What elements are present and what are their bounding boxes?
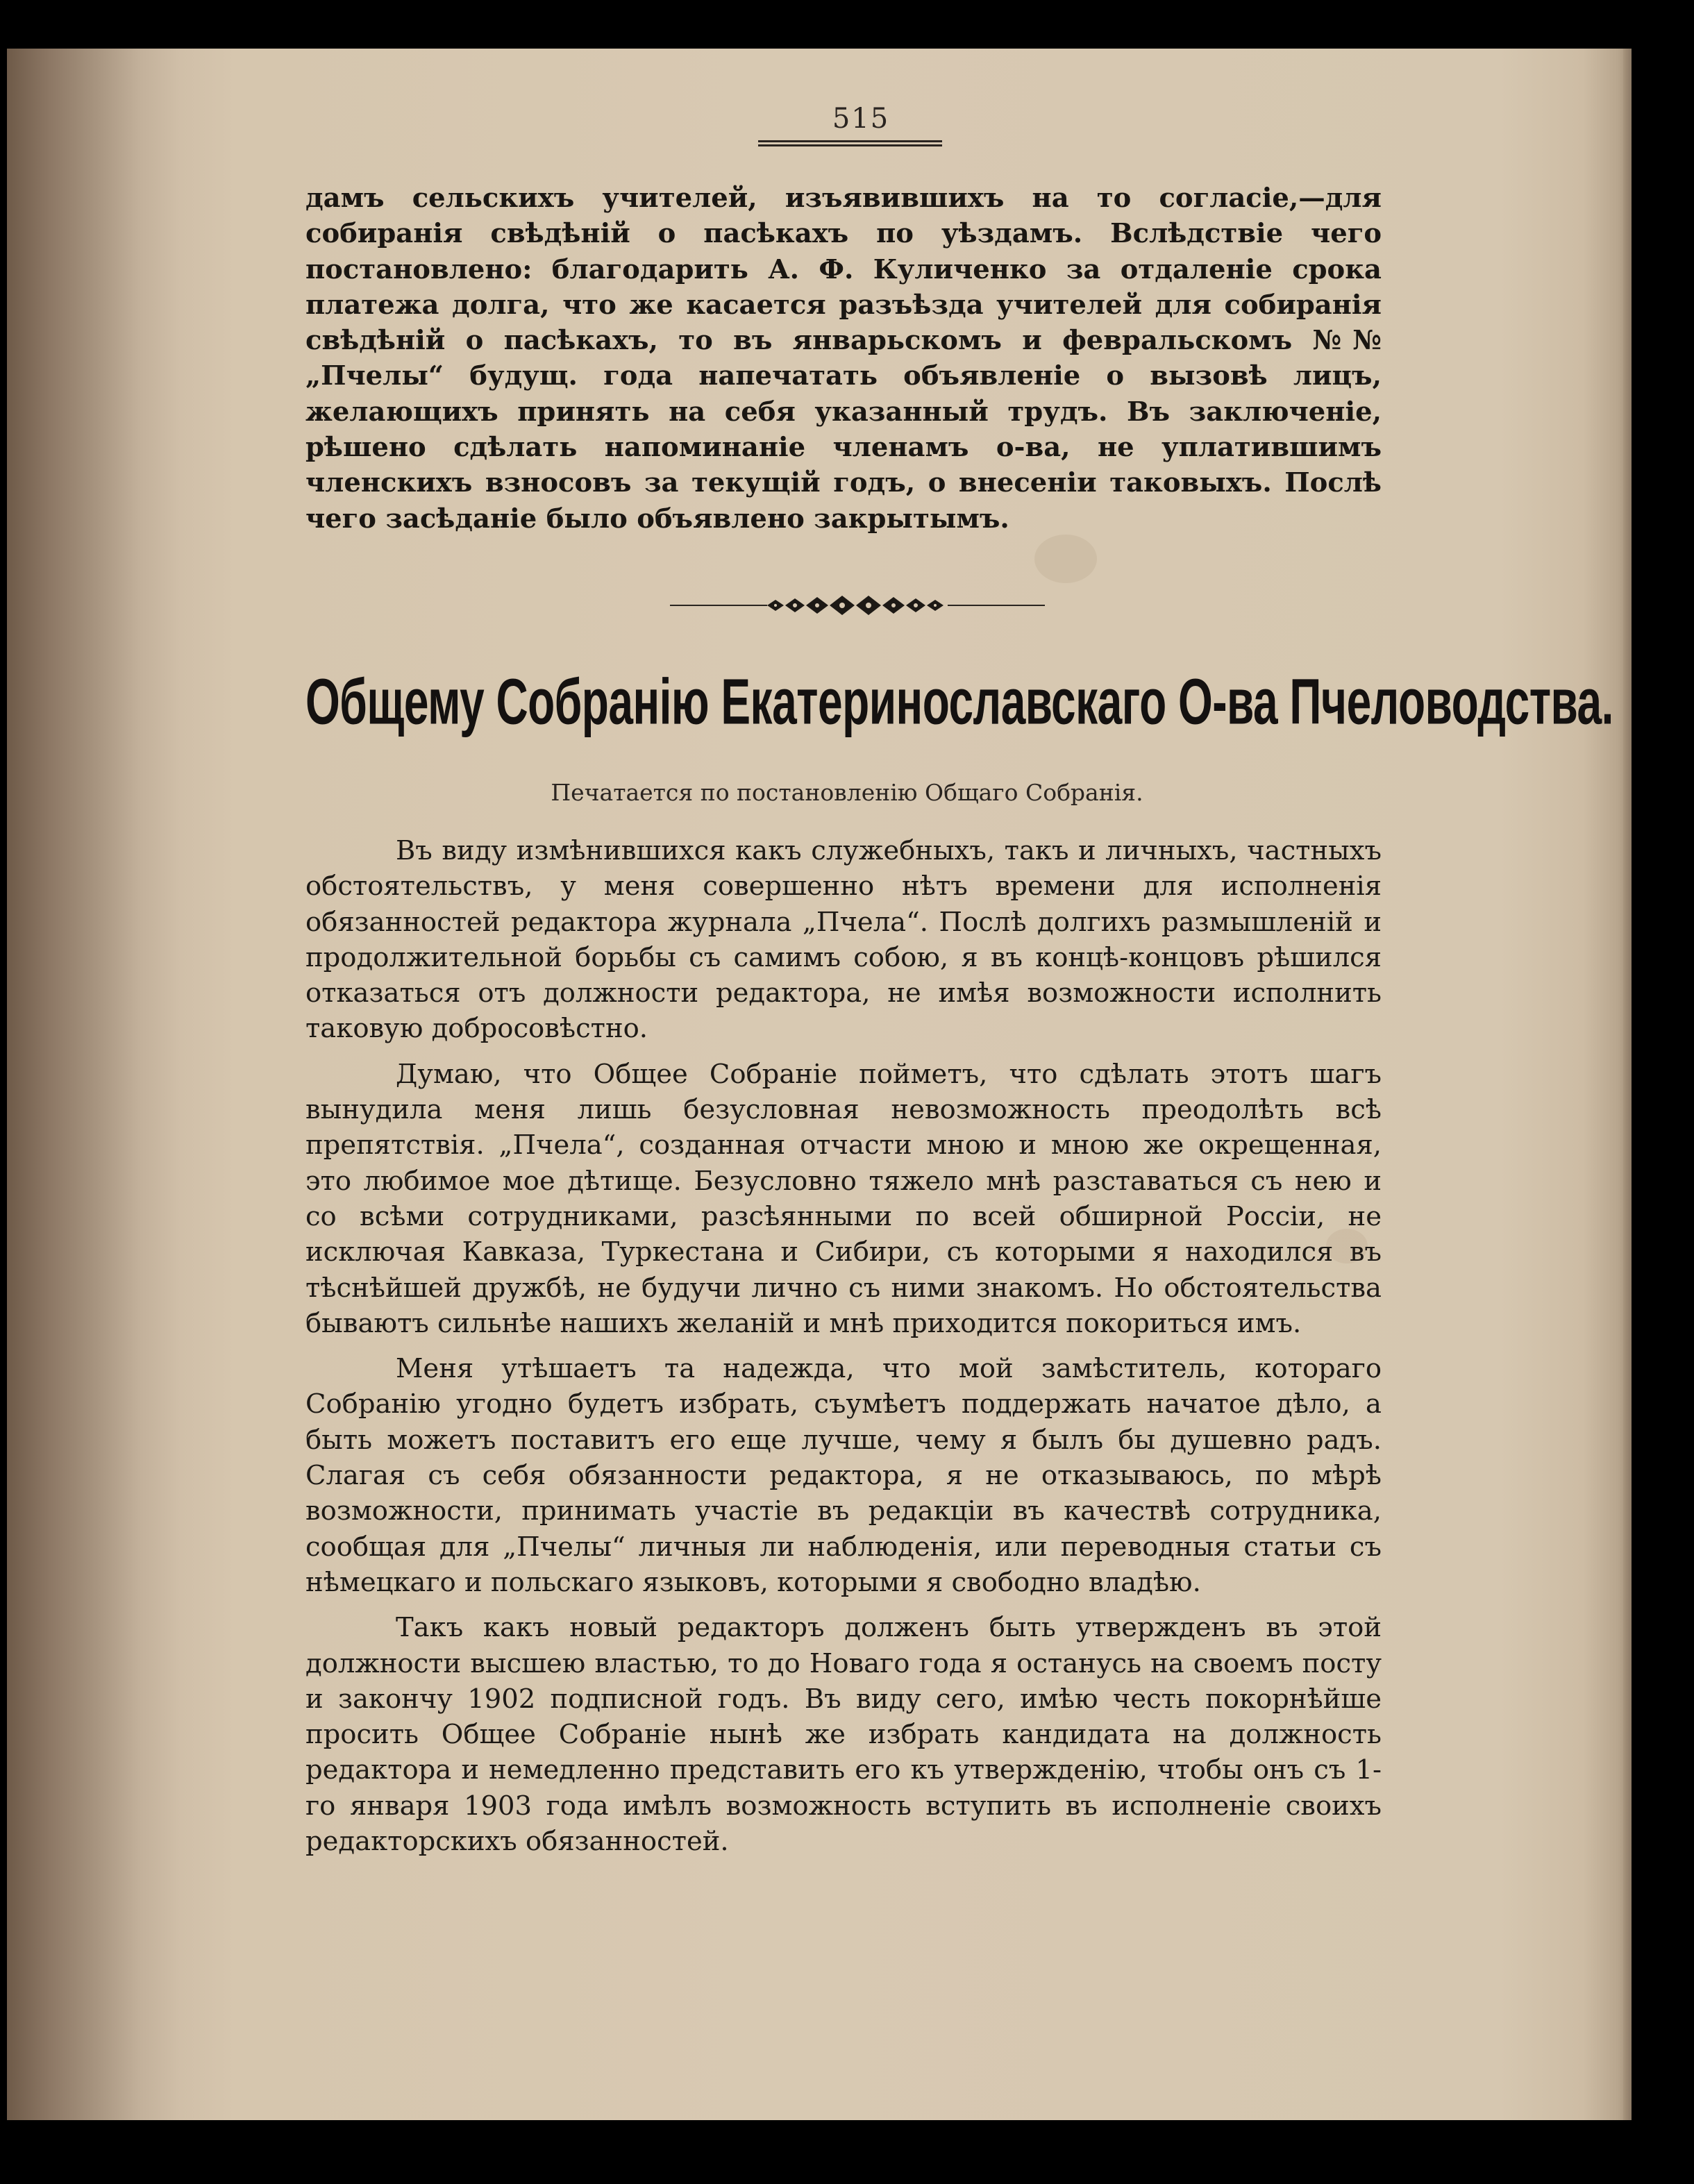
book-page xyxy=(7,49,1632,2120)
article-paragraph: Такъ какъ новый редакторъ долженъ быть утвержденъ въ этой должности высшею властью, то до Новаго года я останусь на своемъ посту и закончу 1902 подписной годъ. Въ виду сего, имѣю честь покорнѣйше просить Общее Собраніе нынѣ же избрать кандидата на должность редактора и немедленно представить его къ утвержденію, чтобы онъ съ 1-го января 1903 года имѣлъ возможность вступить въ исполненіе своихъ редакторскихъ обязанностей. xyxy=(305,1612,1382,1858)
article-subtitle: Печатается по постановленію Общаго Собранія. xyxy=(551,779,1143,806)
article-paragraph: Думаю, что Общее Собраніе пойметъ, что сдѣлать этотъ шагъ вынудила меня лишь безусловная невозможность преодолѣть всѣ препятствія. „Пчела“, созданная отчасти мною и мною же окрещенная, это любимое мое дѣтище. Безусловно тяжело мнѣ разставаться съ нею и со всѣми сотрудниками, разсѣянными по всей обширной Россіи, не исключая Кавказа, Туркестана и Сибири, съ которыми я находился въ тѣснѣйшей дружбѣ, не будучи лично съ ними знакомъ. Но обстоятельства бываютъ сильнѣе нашихъ желаній и мнѣ приходится покориться имъ. xyxy=(305,1058,1382,1339)
article-paragraph: Въ виду измѣнившихся какъ служебныхъ, такъ и личныхъ, частныхъ обстоятельствъ, у меня совершенно нѣтъ времени для исполненія обязанностей редактора журнала „Пчела“. Послѣ долгихъ размышленій и продолжительной борьбы съ самимъ собою, я въ концѣ-концовъ рѣшился отказаться отъ должности редактора, не имѣя возможности исполнить таковую добросовѣстно. xyxy=(305,835,1382,1045)
page-number-rule-bottom xyxy=(758,144,942,146)
article-title: Общему Собранію Екатеринославскаго О-ва Пчеловодства. xyxy=(305,665,1613,738)
page-edge xyxy=(1623,49,1632,2120)
article-body xyxy=(305,833,1382,1869)
article-paragraph: Меня утѣшаетъ та надежда, что мой замѣститель, котораго Собранію угодно будетъ избрать, съумѣетъ поддержать начатое дѣло, а быть можетъ поставитъ его еще лучше, чему я былъ бы душевно радъ. Слагая съ себя обязанности редактора, я не отказываюсь, по мѣрѣ возможности, принимать участіе въ редакціи въ качествѣ сотрудника, сообщая для „Пчелы“ личныя ли наблюденія, или переводныя статьи съ нѣмецкаго и польскаго языковъ, которыми я свободно владѣю. xyxy=(305,1353,1382,1598)
paper-stain xyxy=(1034,535,1097,583)
diamond-chain-ornament-icon xyxy=(670,590,1045,621)
page-number: 515 xyxy=(832,103,890,135)
page-number-rule-top xyxy=(758,140,942,142)
top-paragraph xyxy=(305,180,1382,537)
top-paragraph-text: дамъ сельскихъ учителей, изъявившихъ на то согласіе,—для собиранія свѣдѣній о пасѣкахъ по уѣздамъ. Вслѣдствіе чего постановлено: благодарить А. Ф. Куличенко за отдаленіе срока платежа долга, что же касается разъѣзда учителей для собиранія свѣдѣній о пасѣкахъ, то въ январьскомъ и февральскомъ №№ „Пчелы“ будущ. года напечатать объявленіе о вызовѣ лицъ, желающихъ принять на себя указанный трудъ. Въ заключеніе, рѣшено сдѣлать напоминаніе членамъ о-ва, не уплатившимъ членскихъ взносовъ за текущій годъ, о внесеніи таковыхъ. Послѣ чего засѣданіе было объявлено закрытымъ. xyxy=(305,183,1382,535)
